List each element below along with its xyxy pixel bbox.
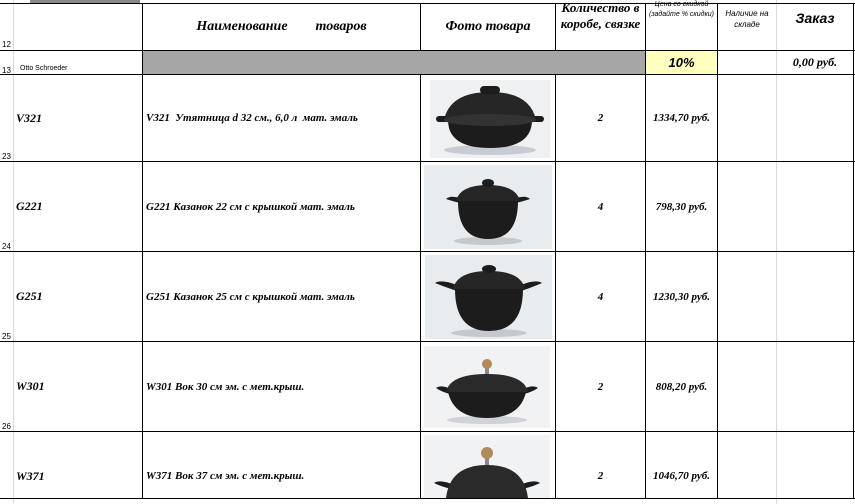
header-photo-label: Фото товара <box>445 19 531 34</box>
row-number: 26 <box>2 422 11 431</box>
stock-cell[interactable] <box>718 342 776 431</box>
order-total-cell[interactable] <box>777 51 853 74</box>
product-price-text: 1230,30 руб. <box>653 290 710 303</box>
header-order-label: Заказ <box>795 10 835 26</box>
row-number: 24 <box>2 242 11 251</box>
product-name-text: V321 Утятница d 32 см., 6,0 л мат. эмаль <box>146 112 358 124</box>
product-qty <box>556 252 645 341</box>
product-qty-text: 2 <box>597 380 604 393</box>
stock-cell[interactable] <box>718 432 776 498</box>
order-cell[interactable] <box>777 342 853 431</box>
header-discount-price <box>646 0 717 50</box>
header-stock <box>718 8 776 42</box>
product-code-text: W301 <box>16 379 45 393</box>
product-photo-roaster <box>430 80 550 158</box>
product-photo-cauldron <box>425 255 552 339</box>
row-number: 12 <box>2 40 11 49</box>
product-price-text: 1334,70 руб. <box>653 112 710 124</box>
product-code <box>0 162 158 251</box>
supplier-name-text: Otto Schroeder <box>20 64 68 72</box>
product-price <box>646 252 717 341</box>
product-price-text: 798,30 руб. <box>655 200 708 213</box>
product-qty-text: 2 <box>597 112 604 124</box>
order-cell[interactable] <box>777 75 853 161</box>
product-name-text: W371 Вок 37 см эм. с мет.крыш. <box>146 470 305 482</box>
product-name-text: G221 Казанок 22 см с крышкой мат. эмаль <box>146 200 355 213</box>
header-photo <box>421 4 555 50</box>
product-qty <box>556 75 645 161</box>
cauldron-icon <box>425 255 552 339</box>
product-name-text: G251 Казанок 25 см с крышкой мат. эмаль <box>146 290 355 303</box>
order-cell[interactable] <box>777 162 853 251</box>
product-name <box>143 162 423 251</box>
product-price-text: 808,20 руб. <box>655 380 708 393</box>
product-price <box>646 162 717 251</box>
header-order <box>777 10 853 44</box>
product-code <box>0 252 158 341</box>
product-photo-wok <box>424 346 550 428</box>
product-price <box>646 75 717 161</box>
product-name <box>143 432 420 498</box>
product-code-text: W371 <box>16 468 45 483</box>
supplier-bar <box>143 51 645 74</box>
product-code-text: V321 <box>16 110 43 125</box>
header-qty <box>556 0 645 50</box>
product-name <box>143 342 423 431</box>
product-photo-cauldron <box>424 165 552 249</box>
stock-cell[interactable] <box>718 75 776 161</box>
header-name <box>143 4 420 50</box>
cauldron-icon <box>424 165 552 249</box>
order-total-value: 0,00 руб. <box>792 55 838 69</box>
order-cell[interactable] <box>777 252 853 341</box>
wok-icon <box>424 435 550 498</box>
product-price <box>646 342 717 431</box>
product-qty-text: 4 <box>597 290 604 303</box>
header-stock-label: Наличие на складе <box>725 9 769 29</box>
order-cell[interactable] <box>777 432 853 498</box>
product-qty <box>556 162 645 251</box>
discount-cell[interactable] <box>646 51 717 74</box>
header-name-label: Наименование товаров <box>196 19 367 34</box>
row-number: 25 <box>2 332 11 341</box>
product-qty <box>556 432 645 498</box>
row-number: 23 <box>2 152 11 161</box>
product-code-text: G221 <box>16 199 43 213</box>
product-name <box>143 75 423 161</box>
product-price-text: 1046,70 руб. <box>653 470 710 482</box>
stock-cell[interactable] <box>718 162 776 251</box>
roaster-icon <box>430 80 550 158</box>
product-qty-text: 4 <box>597 200 604 213</box>
product-code <box>0 75 158 161</box>
header-discount-price-label: Цена со скидкой (задайте % скидки) <box>649 1 714 18</box>
row-number: 13 <box>2 66 11 75</box>
product-price <box>646 432 717 498</box>
product-code-text: G251 <box>16 289 43 303</box>
product-name-text: W301 Вок 30 см эм. с мет.крыш. <box>146 380 305 393</box>
product-qty-text: 2 <box>597 470 604 482</box>
stock-cell[interactable] <box>718 252 776 341</box>
supplier-name <box>20 62 140 74</box>
product-name <box>143 252 423 341</box>
header-qty-label: Количество в коробе, связке <box>560 0 641 31</box>
product-photo-wok <box>424 435 550 498</box>
discount-value: 10% <box>668 55 695 70</box>
product-code <box>0 342 158 431</box>
product-code <box>0 432 142 498</box>
wok-icon <box>424 346 550 428</box>
product-qty <box>556 342 645 431</box>
